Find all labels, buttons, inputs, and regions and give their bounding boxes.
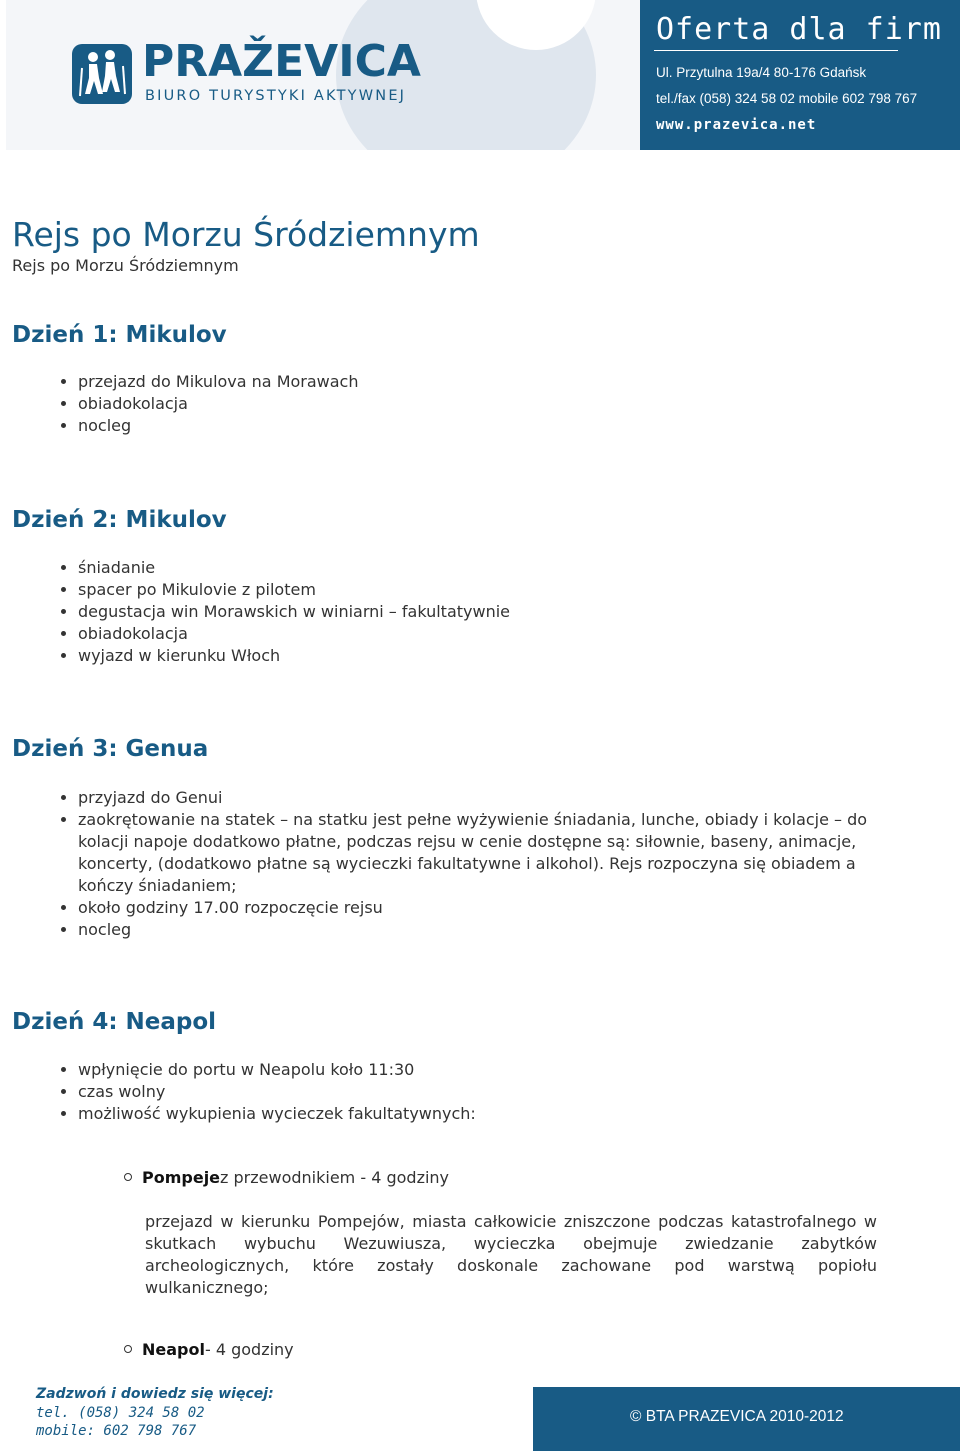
header-divider (654, 50, 898, 51)
header-address: Ul. Przytulna 19a/4 80-176 Gdańsk (656, 65, 867, 80)
list-item: • czas wolny (78, 1081, 908, 1103)
excursion-description: przejazd w kierunku Pompejów, miasta całkowicie zniszczone podczas katastrofalnego w skutkach wybuchu Wezuwiusza, wycieczka obejmuje zwiedzanie zabytków archeologicznych, które zostały doskonale zachowane pod warstwą popiołu wulkanicznego; (145, 1212, 877, 1297)
day-4-list (54, 1059, 908, 1125)
list-item: • nocleg (78, 919, 908, 941)
header-phone: tel./fax (058) 324 58 02 mobile 602 798 767 (656, 91, 918, 106)
footer-phone: tel. (058) 324 58 02 (36, 1405, 205, 1421)
excursion-pompeje (124, 1168, 449, 1187)
page-subtitle: Rejs po Morzu Śródziemnym (12, 256, 239, 275)
footer-call-to-action: Zadzwoń i dowiedz się więcej: (36, 1386, 274, 1402)
header-website-link[interactable]: www.prazevica.net (656, 117, 817, 133)
hikers-logo-icon (72, 44, 132, 104)
excursion-detail: z przewodnikiem - 4 godziny (220, 1168, 450, 1187)
day-2-heading: Dzień 2: Mikulov (12, 507, 227, 533)
circle-bullet-icon (124, 1173, 132, 1181)
day-3-heading: Dzień 3: Genua (12, 736, 209, 762)
list-item: • możliwość wykupienia wycieczek fakultatywnych: (78, 1103, 908, 1125)
day-2-list (54, 557, 908, 667)
list-item: • przejazd do Mikulova na Morawach (78, 371, 908, 393)
circle-bullet-icon (124, 1345, 132, 1353)
excursion-neapol (124, 1340, 294, 1359)
footer-mobile: mobile: 602 798 767 (36, 1423, 197, 1439)
footer-copyright: © BTA PRAZEVICA 2010-2012 (630, 1408, 844, 1425)
day-3-list (54, 787, 908, 941)
header-title: Oferta dla firm (656, 12, 942, 47)
list-item: • śniadanie (78, 557, 908, 579)
list-item: • spacer po Mikulovie z pilotem (78, 579, 908, 601)
list-item: • wpłynięcie do portu w Neapolu koło 11:30 (78, 1059, 908, 1081)
list-item: • degustacja win Morawskich w winiarni – fakultatywnie (78, 601, 908, 623)
excursion-name: Neapol (142, 1340, 205, 1359)
day-1-list (54, 371, 908, 437)
logo-name: PRAŽEVICA (142, 36, 421, 87)
excursion-name: Pompeje (142, 1168, 221, 1187)
page-header (0, 0, 960, 150)
list-item: • przyjazd do Genui (78, 787, 908, 809)
list-item: • około godziny 17.00 rozpoczęcie rejsu (78, 897, 908, 919)
list-item: • zaokrętowanie na statek – na statku jest pełne wyżywienie śniadania, lunche, obiady i kolacje – do kolacji napoje dodatkowo płatne, podczas rejsu w cenie dostępne są: siłownie, baseny, animacje, koncerty, (dodatkowo płatne są wycieczki fakultatywne i alkohol). Rejs rozpoczyna się obiadem a kończy śniadaniem; (78, 809, 908, 897)
list-item: • wyjazd w kierunku Włoch (78, 645, 908, 667)
excursion-detail: - 4 godziny (204, 1340, 294, 1359)
list-item: • nocleg (78, 415, 908, 437)
day-1-heading: Dzień 1: Mikulov (12, 322, 227, 348)
page-title: Rejs po Morzu Śródziemnym (12, 215, 480, 254)
logo-subtitle: BIURO TURYSTYKI AKTYWNEJ (145, 88, 407, 104)
list-item: • obiadokolacja (78, 623, 908, 645)
list-item: • obiadokolacja (78, 393, 908, 415)
day-4-heading: Dzień 4: Neapol (12, 1009, 217, 1035)
